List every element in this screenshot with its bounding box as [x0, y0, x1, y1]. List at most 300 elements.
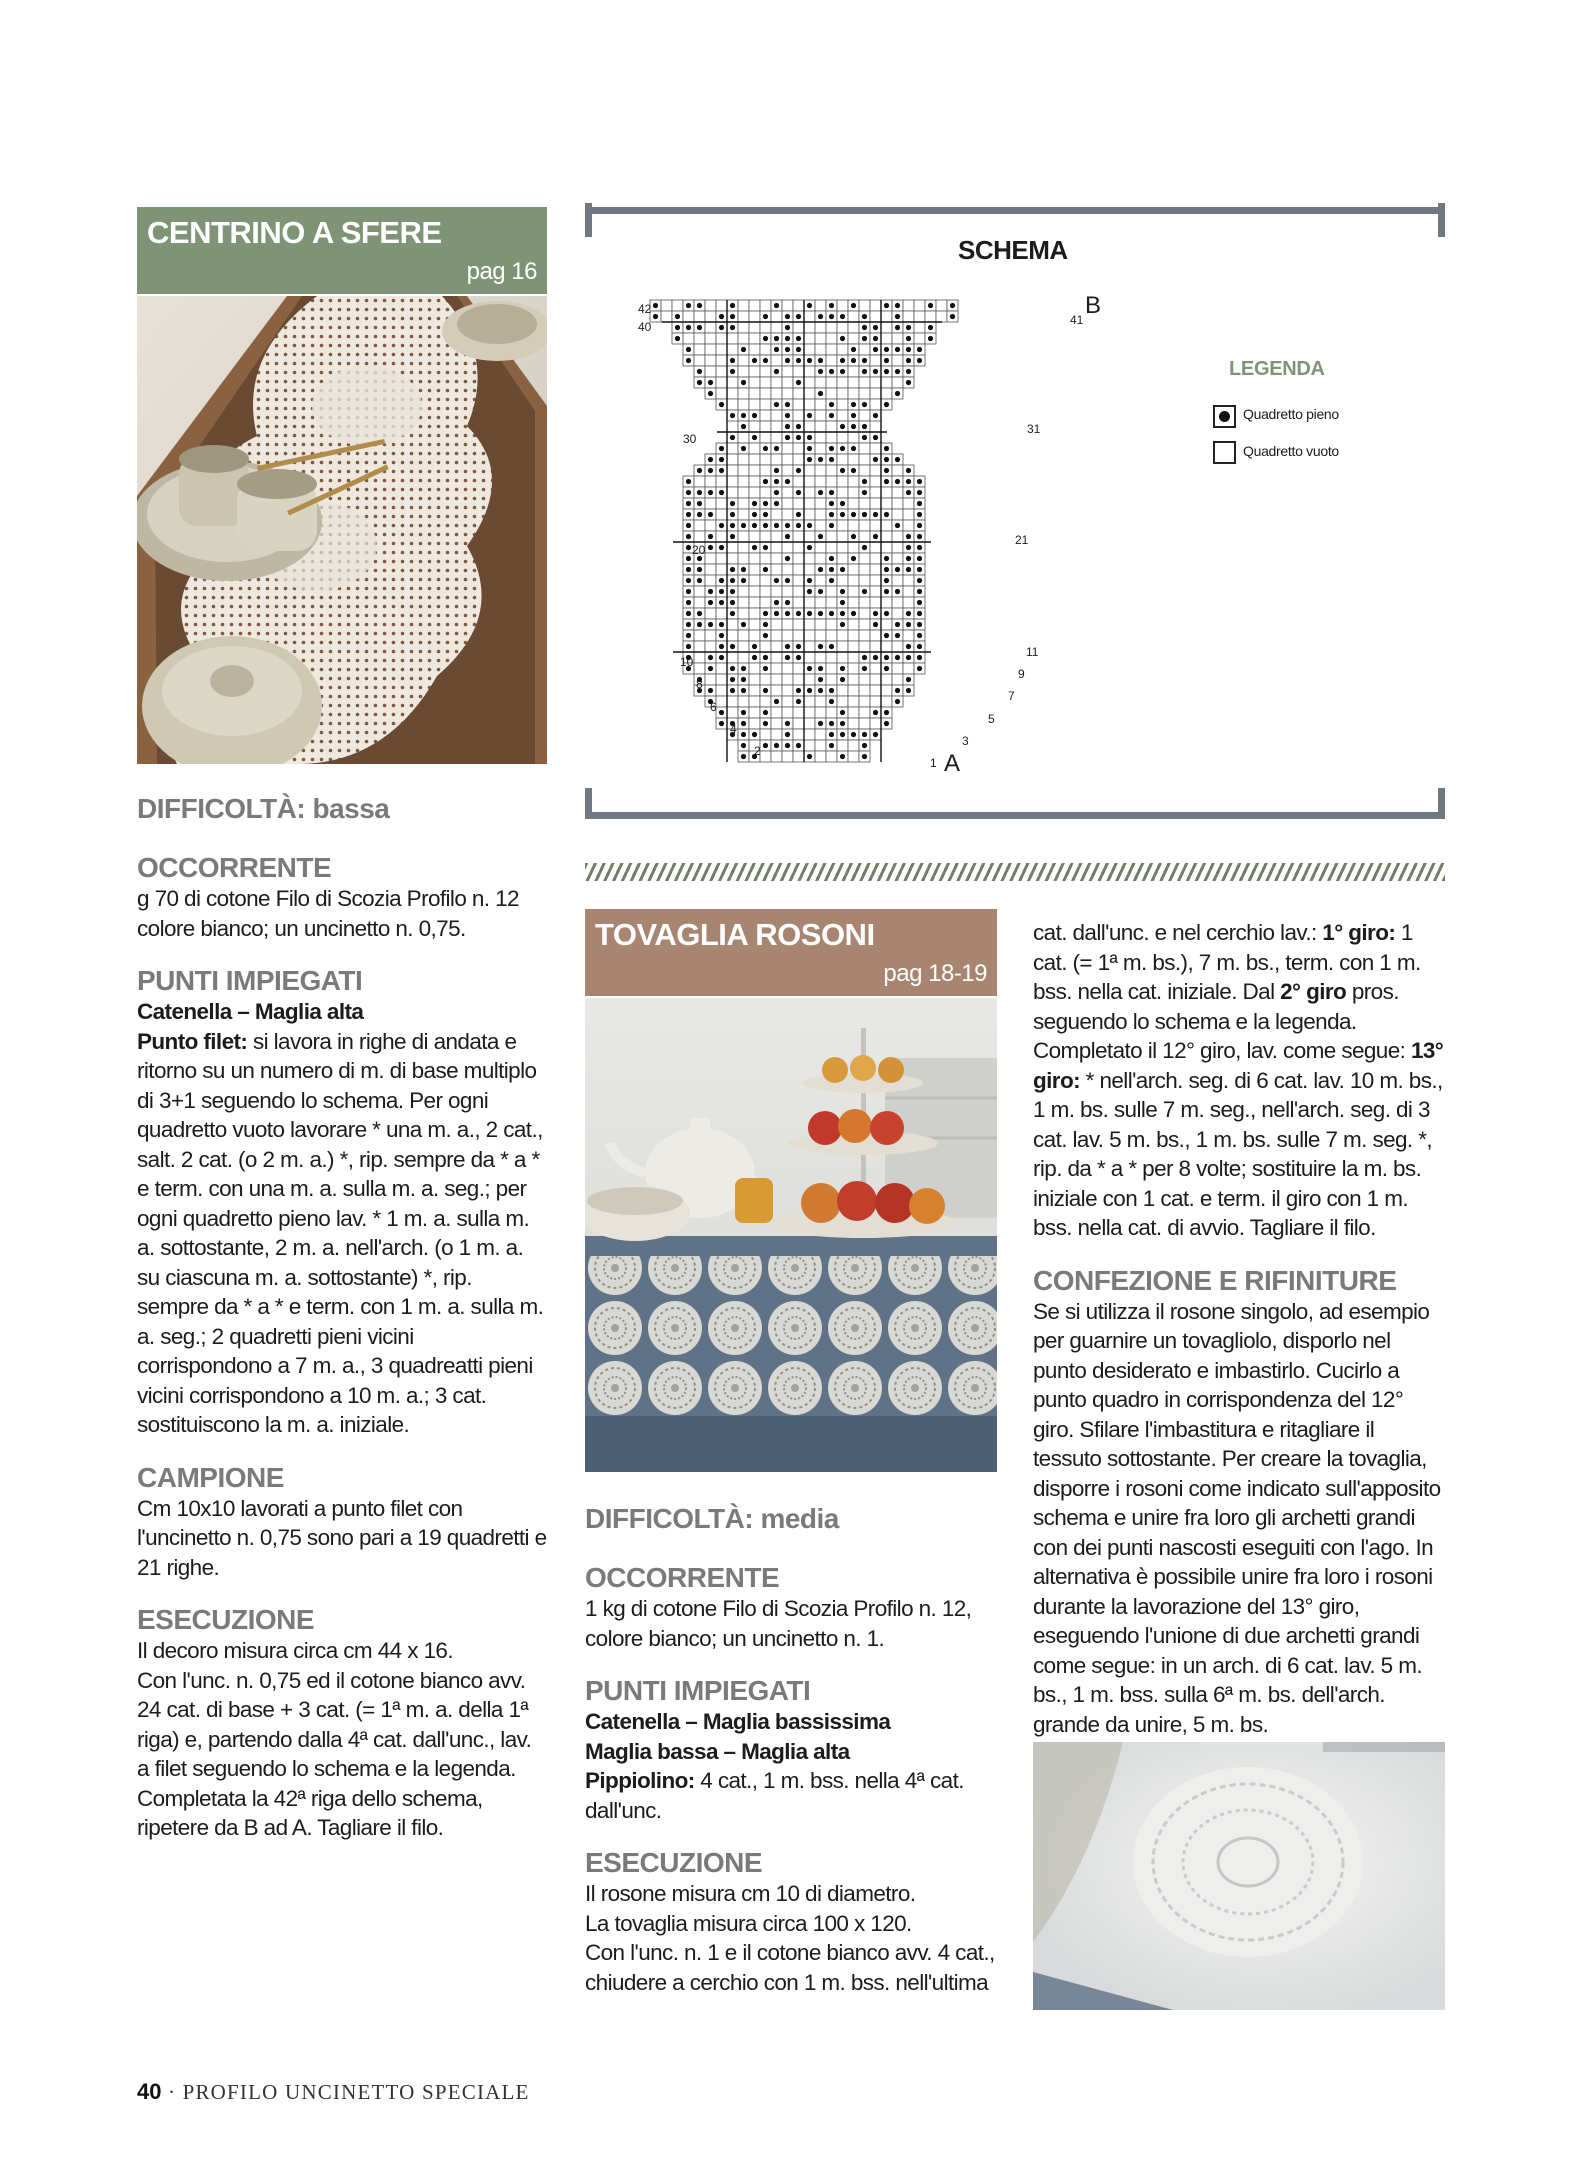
chart-dot: [686, 611, 691, 616]
tovaglia-punti-heading: PUNTI IMPIEGATI: [585, 1675, 811, 1706]
chart-cell: [859, 685, 870, 696]
tovaglia-title: TOVAGLIA ROSONI: [595, 917, 875, 952]
chart-dot: [741, 380, 746, 385]
chart-cell: [804, 366, 815, 377]
chart-dot: [719, 589, 724, 594]
chart-cell: [837, 542, 848, 553]
chart-dot: [785, 600, 790, 605]
chart-cell: [881, 520, 892, 531]
chart-dot: [730, 666, 735, 671]
chart-cell: [771, 421, 782, 432]
chart-dot: [840, 732, 845, 737]
chart-dot: [917, 600, 922, 605]
chart-dot: [752, 644, 757, 649]
chart-cell: [782, 663, 793, 674]
chart-dot: [730, 523, 735, 528]
chart-cell: [694, 597, 705, 608]
chart-cell: [793, 498, 804, 509]
schema-frame-top: [585, 207, 1445, 214]
chart-dot: [829, 523, 834, 528]
chart-dot: [862, 732, 867, 737]
chart-cell: [837, 322, 848, 333]
chart-cell: [870, 553, 881, 564]
chart-cell: [749, 597, 760, 608]
chart-cell: [738, 498, 749, 509]
chart-dot: [917, 490, 922, 495]
chart-dot: [752, 358, 757, 363]
schema-row-label-21: 21: [1015, 533, 1029, 547]
centrino-photo: [137, 296, 547, 764]
chart-cell: [804, 465, 815, 476]
chart-dot: [950, 303, 955, 308]
chart-cell: [760, 674, 771, 685]
chart-cell: [804, 564, 815, 575]
chart-dot: [873, 336, 878, 341]
chart-cell: [705, 674, 716, 685]
chart-cell: [870, 377, 881, 388]
chart-dot: [895, 391, 900, 396]
chart-dot: [829, 556, 834, 561]
chart-dot: [862, 435, 867, 440]
chart-cell: [749, 553, 760, 564]
chart-dot: [730, 688, 735, 693]
chart-cell: [738, 509, 749, 520]
chart-cell: [727, 377, 738, 388]
chart-cell: [903, 520, 914, 531]
chart-dot: [862, 655, 867, 660]
chart-dot: [730, 413, 735, 418]
chart-cell: [837, 377, 848, 388]
chart-cell: [837, 476, 848, 487]
chart-dot: [697, 490, 702, 495]
chart-cell: [903, 509, 914, 520]
chart-cell: [760, 344, 771, 355]
chart-cell: [815, 520, 826, 531]
chart-dot: [829, 688, 834, 693]
chart-cell: [738, 322, 749, 333]
chart-cell: [716, 388, 727, 399]
chart-cell: [859, 454, 870, 465]
chart-dot: [862, 754, 867, 759]
chart-dot: [796, 490, 801, 495]
chart-cell: [826, 322, 837, 333]
centrino-filet-paragraph: [137, 1027, 547, 1440]
chart-dot: [840, 468, 845, 473]
chart-cell: [749, 333, 760, 344]
chart-dot: [708, 457, 713, 462]
chart-cell: [760, 597, 771, 608]
chart-cell: [881, 674, 892, 685]
chart-dot: [884, 611, 889, 616]
chart-cell: [815, 432, 826, 443]
chart-cell: [804, 696, 815, 707]
chart-cell: [749, 465, 760, 476]
chart-dot: [873, 435, 878, 440]
chart-dot: [763, 512, 768, 517]
chart-cell: [771, 586, 782, 597]
chart-cell: [804, 707, 815, 718]
chart-cell: [738, 597, 749, 608]
chart-dot: [862, 336, 867, 341]
chart-dot: [884, 369, 889, 374]
chart-dot: [906, 479, 911, 484]
chart-cell: [903, 300, 914, 311]
chart-dot: [675, 336, 680, 341]
chart-cell: [727, 707, 738, 718]
chart-cell: [859, 498, 870, 509]
centrino-filet-text: si lavora in righe di andata e ritorno su un numero di m. di base multiplo di 3+1 seguendo lo schema. Per ogni quadretto vuoto lavorare * una m. a., 2 cat., salt. 2 cat. (o 2 m. a.) *, rip. sempre da * a * e term. con una m. a. sulla m. a. seg.; per ogni quadretto pieno lav. * 1 m. a. sulla m. a. sottostante, 2 m. a. nell'arch. (o 1 m. a. su ciascuna m. a. sottostante) *, rip. sempre da * a * e term. con 1 m. a. sulla m. a. seg.; 2 quadretti pieni vicini corrispondono a 7 m. a., 3 quadreatti pieni vicini corrispondono a 10 m. a.; 3 cat. sostituiscono la m. a. iniziale.: [137, 1028, 544, 1437]
chart-cell: [727, 619, 738, 630]
chart-cell: [870, 586, 881, 597]
chart-dot: [697, 622, 702, 627]
chart-cell: [749, 300, 760, 311]
chart-cell: [804, 509, 815, 520]
chart-dot: [928, 325, 933, 330]
chart-dot: [917, 479, 922, 484]
chart-dot: [884, 512, 889, 517]
centrino-esecuzione-line1: Il decoro misura circa cm 44 x 16.: [137, 1638, 453, 1663]
chart-cell: [826, 630, 837, 641]
chart-cell: [848, 685, 859, 696]
chart-cell: [848, 630, 859, 641]
chart-cell: [694, 641, 705, 652]
chart-cell: [859, 388, 870, 399]
chart-cell: [738, 432, 749, 443]
chart-dot: [774, 578, 779, 583]
chart-cell: [793, 399, 804, 410]
chart-dot: [774, 468, 779, 473]
chart-cell: [837, 454, 848, 465]
chart-dot: [884, 710, 889, 715]
tovaglia-pippiolino-paragraph: [585, 1766, 997, 1825]
chart-cell: [815, 652, 826, 663]
chart-cell: [793, 531, 804, 542]
chart-dot: [741, 578, 746, 583]
chart-dot: [719, 721, 724, 726]
chart-cell: [914, 300, 925, 311]
chart-dot: [906, 688, 911, 693]
centrino-page-ref: pag 16: [466, 258, 537, 285]
chart-dot: [895, 523, 900, 528]
chart-dot: [884, 578, 889, 583]
chart-dot: [829, 732, 834, 737]
chart-cell: [892, 575, 903, 586]
chart-cell: [727, 399, 738, 410]
chart-cell: [892, 674, 903, 685]
chart-cell: [804, 718, 815, 729]
chart-cell: [804, 740, 815, 751]
chart-cell: [760, 465, 771, 476]
chart-cell: [848, 597, 859, 608]
chart-dot: [697, 380, 702, 385]
chart-dot: [785, 644, 790, 649]
chart-dot: [873, 534, 878, 539]
chart-cell: [870, 355, 881, 366]
chart-dot: [873, 369, 878, 374]
chart-cell: [870, 630, 881, 641]
chart-dot: [906, 468, 911, 473]
chart-cell: [705, 575, 716, 586]
chart-cell: [826, 333, 837, 344]
schema-row-label-5: 5: [988, 712, 995, 726]
centrino-campione-text: Cm 10x10 lavorati a punto filet con l'uncinetto n. 0,75 sono pari a 19 quadretti e 21 righe.: [137, 1495, 547, 1580]
schema-row-label-7: 7: [1008, 689, 1015, 703]
chart-cell: [782, 674, 793, 685]
chart-cell: [859, 520, 870, 531]
chart-cell: [749, 311, 760, 322]
chart-dot: [741, 710, 746, 715]
chart-dot: [895, 347, 900, 352]
chart-cell: [771, 509, 782, 520]
chart-cell: [848, 322, 859, 333]
schema-title: SCHEMA: [958, 235, 1068, 265]
chart-dot: [741, 523, 746, 528]
chart-cell: [903, 586, 914, 597]
centrino-occorrente-heading: OCCORRENTE: [137, 852, 332, 883]
chart-cell: [804, 333, 815, 344]
chart-cell: [804, 322, 815, 333]
chart-dot: [829, 413, 834, 418]
chart-dot: [796, 424, 801, 429]
chart-cell: [804, 344, 815, 355]
chart-dot: [774, 743, 779, 748]
chart-dot: [675, 314, 680, 319]
schema-row-label-9: 9: [1018, 667, 1025, 681]
chart-dot: [873, 732, 878, 737]
chart-dot: [862, 369, 867, 374]
chart-dot: [697, 512, 702, 517]
chart-cell: [837, 685, 848, 696]
chart-cell: [793, 322, 804, 333]
chart-cell: [892, 355, 903, 366]
chart-dot: [884, 633, 889, 638]
chart-cell: [848, 564, 859, 575]
chart-cell: [716, 377, 727, 388]
chart-cell: [892, 553, 903, 564]
chart-dot: [840, 358, 845, 363]
centrino-filet-label: Punto filet:: [137, 1028, 248, 1054]
chart-dot: [818, 490, 823, 495]
chart-cell: [826, 751, 837, 762]
tovaglia-confezione-text: Se si utilizza il rosone singolo, ad esempio per guarnire un tovagliolo, disporlo nel punto desiderato e imbastirlo. Cucirlo a punto quadro in corrispondenza del 12° giro. Sfilare l'imbastitura e ritagliare il tessuto sottostante. Per creare la tovaglia, disporre i rosoni come indicato sull'apposito schema e unire fra loro gli archetti grandi con dei punti nascosti eseguiti con l'ago. In alternativa è possibile unire fra loro i rosoni durante la lavorazione del 13° giro, eseguendo l'unione di due archetti grandi come segue: in un arch. di 6 cat. lav. 5 m. bs., 1 m. bss. sulla 6ª m. bs. dell'arch. grande da unire, 5 m. bs.: [1033, 1298, 1441, 1737]
chart-cell: [903, 663, 914, 674]
chart-dot: [862, 479, 867, 484]
chart-dot: [719, 655, 724, 660]
chart-cell: [771, 751, 782, 762]
chart-cell: [793, 586, 804, 597]
chart-cell: [683, 333, 694, 344]
chart-cell: [694, 531, 705, 542]
chart-dot: [774, 402, 779, 407]
chart-dot: [708, 490, 713, 495]
chart-dot: [708, 688, 713, 693]
chart-dot: [708, 622, 713, 627]
chart-dot: [774, 611, 779, 616]
tovaglia-giro13-label: 13° giro:: [1033, 1038, 1444, 1093]
chart-dot: [763, 743, 768, 748]
chart-dot: [840, 754, 845, 759]
chart-dot: [906, 347, 911, 352]
chart-cell: [837, 740, 848, 751]
chart-cell: [804, 641, 815, 652]
chart-cell: [716, 553, 727, 564]
tovaglia-confezione-heading: CONFEZIONE E RIFINITURE: [1033, 1264, 1397, 1296]
chart-cell: [782, 487, 793, 498]
schema-row-label-3: 3: [962, 734, 969, 748]
chart-cell: [738, 641, 749, 652]
chart-dot: [840, 710, 845, 715]
chart-cell: [749, 608, 760, 619]
chart-cell: [727, 454, 738, 465]
schema-row-label-41: 41: [1070, 313, 1084, 327]
chart-dot: [829, 512, 834, 517]
chart-dot: [785, 743, 790, 748]
chart-cell: [870, 575, 881, 586]
chart-cell: [848, 388, 859, 399]
chart-dot: [785, 325, 790, 330]
chart-dot: [730, 369, 735, 374]
chart-cell: [815, 630, 826, 641]
chart-dot: [730, 677, 735, 682]
chart-cell: [903, 575, 914, 586]
chart-cell: [760, 487, 771, 498]
chart-cell: [914, 311, 925, 322]
chart-cell: [727, 542, 738, 553]
chart-dot: [807, 578, 812, 583]
chart-cell: [793, 597, 804, 608]
chart-dot: [686, 325, 691, 330]
chart-cell: [749, 476, 760, 487]
chart-dot: [906, 556, 911, 561]
chart-dot: [763, 666, 768, 671]
chart-dot: [829, 369, 834, 374]
chart-dot: [741, 754, 746, 759]
chart-dot: [697, 325, 702, 330]
chart-cell: [716, 696, 727, 707]
rosone-photo: [1033, 1742, 1445, 2010]
tovaglia-esecuzione-heading: ESECUZIONE: [585, 1847, 763, 1878]
page-footer: [137, 2079, 530, 2105]
chart-cell: [793, 553, 804, 564]
chart-cell: [881, 498, 892, 509]
chart-dot: [840, 611, 845, 616]
chart-dot: [730, 567, 735, 572]
chart-dot: [785, 534, 790, 539]
chart-cell: [727, 652, 738, 663]
chart-dot: [719, 600, 724, 605]
chart-dot: [840, 666, 845, 671]
chart-cell: [870, 564, 881, 575]
chart-cell: [826, 619, 837, 630]
tovaglia-page-ref: pag 18-19: [883, 960, 987, 987]
chart-cell: [848, 498, 859, 509]
chart-cell: [771, 564, 782, 575]
chart-cell: [760, 696, 771, 707]
chart-dot: [719, 545, 724, 550]
page-number: 40: [137, 2079, 162, 2104]
chart-cell: [705, 564, 716, 575]
tovaglia-photo: [585, 998, 997, 1472]
tovaglia-text-a: cat. dall'unc. e nel cerchio lav.:: [1033, 920, 1317, 945]
chart-cell: [738, 630, 749, 641]
chart-dot: [862, 512, 867, 517]
chart-dot: [785, 347, 790, 352]
chart-cell: [837, 630, 848, 641]
chart-cell: [749, 366, 760, 377]
chart-cell: [738, 696, 749, 707]
chart-dot: [730, 501, 735, 506]
chart-cell: [793, 366, 804, 377]
chart-cell: [705, 300, 716, 311]
chart-dot: [796, 380, 801, 385]
chart-cell: [760, 322, 771, 333]
chart-cell: [782, 498, 793, 509]
chart-cell: [859, 531, 870, 542]
chart-cell: [881, 388, 892, 399]
chart-cell: [760, 531, 771, 542]
chart-cell: [749, 685, 760, 696]
chart-dot: [851, 512, 856, 517]
chart-dot: [840, 721, 845, 726]
chart-cell: [804, 388, 815, 399]
chart-dot: [829, 490, 834, 495]
chart-dot: [708, 391, 713, 396]
chart-cell: [716, 608, 727, 619]
tovaglia-occorrente-heading: OCCORRENTE: [585, 1562, 780, 1593]
chart-dot: [741, 446, 746, 451]
chart-dot: [928, 336, 933, 341]
chart-dot: [917, 545, 922, 550]
chart-cell: [859, 465, 870, 476]
chart-dot: [774, 490, 779, 495]
chart-dot: [796, 743, 801, 748]
chart-dot: [829, 457, 834, 462]
chart-dot: [906, 677, 911, 682]
chart-cell: [793, 674, 804, 685]
chart-cell: [793, 542, 804, 553]
chart-dot: [763, 501, 768, 506]
chart-dot: [895, 633, 900, 638]
chart-dot: [719, 457, 724, 462]
chart-cell: [848, 542, 859, 553]
chart-cell: [804, 674, 815, 685]
chart-cell: [760, 586, 771, 597]
chart-cell: [881, 377, 892, 388]
chart-cell: [903, 597, 914, 608]
chart-dot: [917, 644, 922, 649]
chart-cell: [892, 498, 903, 509]
chart-cell: [815, 751, 826, 762]
chart-dot: [906, 380, 911, 385]
chart-dot: [906, 622, 911, 627]
chart-cell: [870, 542, 881, 553]
chart-dot: [708, 468, 713, 473]
chart-cell: [793, 707, 804, 718]
right-text-column: [1033, 918, 1445, 1739]
schema-row-label-4: 4: [730, 722, 737, 736]
chart-dot: [950, 314, 955, 319]
chart-cell: [892, 333, 903, 344]
chart-dot: [785, 336, 790, 341]
chart-dot: [917, 534, 922, 539]
chart-dot: [840, 314, 845, 319]
chart-cell: [892, 465, 903, 476]
chart-cell: [848, 696, 859, 707]
chart-dot: [785, 578, 790, 583]
chart-dot: [730, 589, 735, 594]
schema-letter-a: A: [944, 750, 961, 777]
chart-dot: [708, 534, 713, 539]
